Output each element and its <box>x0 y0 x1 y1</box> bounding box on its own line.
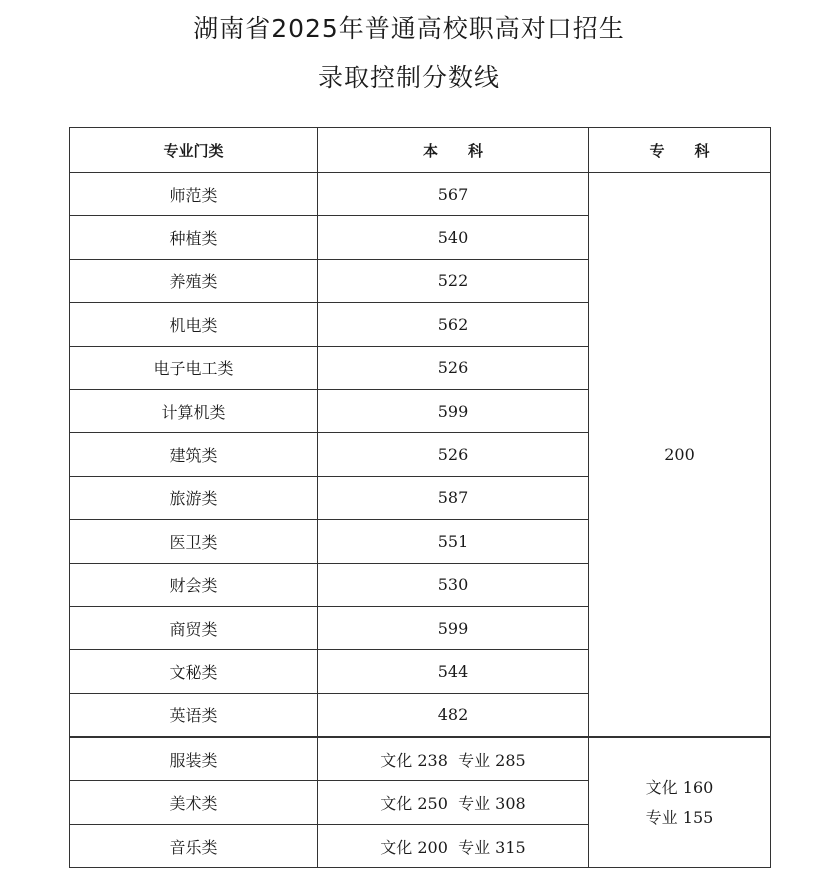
category-cell: 服装类 <box>70 737 318 781</box>
benke-score-cell: 544 <box>318 650 589 693</box>
benke-score-cell: 文化 200 专业 315 <box>318 824 589 867</box>
category-cell: 种植类 <box>70 216 318 259</box>
category-cell: 医卫类 <box>70 520 318 563</box>
benke-score-cell: 599 <box>318 606 589 649</box>
category-cell: 文秘类 <box>70 650 318 693</box>
zhuanke-score-cell <box>589 737 771 868</box>
category-cell: 音乐类 <box>70 824 318 867</box>
header-benke: 本 科 <box>318 128 589 173</box>
category-cell: 财会类 <box>70 563 318 606</box>
zhuanke-major-score: 专业 155 <box>645 807 714 827</box>
benke-score-cell: 562 <box>318 303 589 346</box>
category-cell: 师范类 <box>70 173 318 216</box>
benke-score-cell: 540 <box>318 216 589 259</box>
category-cell: 电子电工类 <box>70 346 318 389</box>
category-cell: 养殖类 <box>70 259 318 302</box>
benke-score-cell: 530 <box>318 563 589 606</box>
benke-score-cell: 587 <box>318 476 589 519</box>
category-cell: 商贸类 <box>70 606 318 649</box>
benke-score-cell: 599 <box>318 389 589 432</box>
table-row <box>70 737 771 781</box>
zhuanke-score-cell: 200 <box>589 173 771 738</box>
benke-score-cell: 482 <box>318 693 589 737</box>
header-category: 专业门类 <box>70 128 318 173</box>
category-cell: 旅游类 <box>70 476 318 519</box>
benke-score-cell: 文化 238 专业 285 <box>318 737 589 781</box>
zhuanke-culture-score: 文化 160 <box>645 777 714 797</box>
benke-score-cell: 522 <box>318 259 589 302</box>
benke-score-cell: 526 <box>318 346 589 389</box>
score-table <box>69 127 771 868</box>
title-line-1: 湖南省2025年普通高校职高对口招生 <box>193 14 625 43</box>
category-cell: 建筑类 <box>70 433 318 476</box>
table-row <box>70 173 771 216</box>
category-cell: 英语类 <box>70 693 318 737</box>
category-cell: 计算机类 <box>70 389 318 432</box>
title-line-2: 录取控制分数线 <box>317 63 500 92</box>
benke-score-cell: 526 <box>318 433 589 476</box>
header-zhuanke: 专 科 <box>589 128 771 173</box>
category-cell: 机电类 <box>70 303 318 346</box>
benke-score-cell: 567 <box>318 173 589 216</box>
category-cell: 美术类 <box>70 781 318 824</box>
benke-score-cell: 551 <box>318 520 589 563</box>
benke-score-cell: 文化 250 专业 308 <box>318 781 589 824</box>
header-row <box>70 128 771 173</box>
